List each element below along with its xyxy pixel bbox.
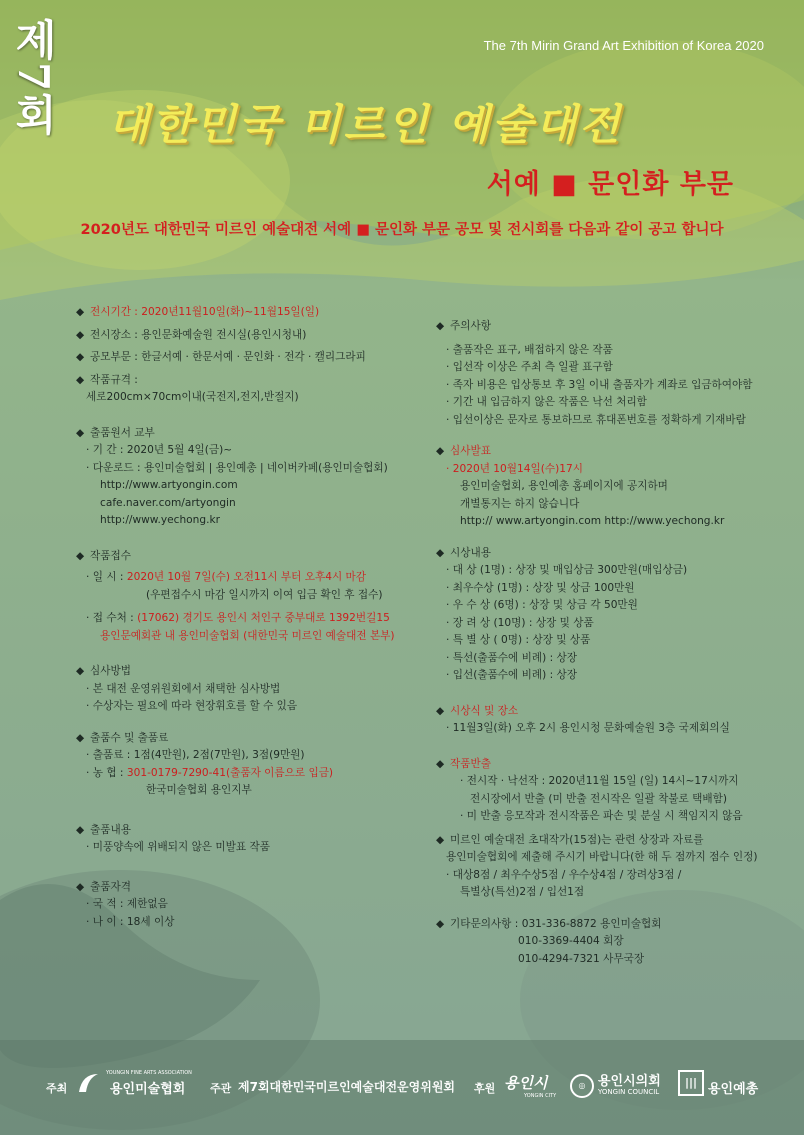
invite-2: 용인미술협회에 제출해 주시기 바랍니다(한 해 두 점까지 점수 인정) <box>446 851 758 863</box>
footer <box>0 1058 804 1118</box>
categories: ◆ 공모부문 : 한글서예 · 한문서예 · 문인화 · 전각 · 캘리그라피 <box>76 349 426 367</box>
exhibit-period: ◆ 전시기간 : 2020년11월10일(화)~11월15일(일) <box>76 304 426 322</box>
host-logo <box>76 1070 102 1100</box>
spec-body: 세로200cm×70cm이내(국전지,전지,반절지) <box>86 391 299 403</box>
diamond-icon: ◆ <box>76 880 85 893</box>
spec-heading: ◆ 작품규격 : <box>76 372 426 390</box>
return-heading: ◆ 작품반출 <box>436 756 786 774</box>
form-url-2[interactable]: cafe.naver.com/artyongin <box>100 496 236 509</box>
sponsor-yechong: 용인예총 <box>708 1082 759 1097</box>
sponsor-council: 용인시의회 <box>598 1074 661 1089</box>
diamond-icon: ◆ <box>436 833 445 846</box>
diamond-icon: ◆ <box>436 546 445 559</box>
result-1: · 2020년 10월14일(수)17시 <box>446 462 583 475</box>
submit-place-2: 용인문예회관 내 용인미술협회 (대한민국 미르인 예술대전 본부) <box>100 629 395 642</box>
organizer-name: 제7회대한민국미르인예술대전운영위원회 <box>238 1080 456 1094</box>
notice-4: · 기간 내 입금하지 않은 작품은 낙선 처리함 <box>446 396 647 408</box>
judge-heading: ◆ 심사방법 <box>76 663 426 681</box>
invite-1: ◆ 미르인 예술대전 초대작가(15점)는 관련 상장과 자료를 <box>436 832 786 850</box>
submit-heading: ◆ 작품접수 <box>76 548 426 566</box>
form-url-3[interactable]: http://www.yechong.kr <box>100 514 220 526</box>
award-4: · 장 려 상 (10명) : 상장 및 상품 <box>446 616 594 629</box>
qualification-1: · 국 적 : 제한없음 <box>86 898 168 910</box>
fee-2: · 농 협 : 301-0179-7290-41(출품자 이름으로 입금) <box>86 766 334 779</box>
edition-label: 제7회 <box>9 18 58 138</box>
diamond-icon: ◆ <box>76 426 85 439</box>
diamond-icon: ◆ <box>436 757 445 770</box>
award-heading: ◆ 시상내용 <box>436 545 786 563</box>
invite-4: 특별상(특선)2점 / 입선1점 <box>460 886 585 898</box>
sponsor-yongin-city: 용인시 <box>504 1074 548 1092</box>
return-3: · 미 반출 응모작과 전시작품은 파손 및 분실 시 책임지지 않음 <box>460 810 743 822</box>
form-heading: ◆ 출품원서 교부 <box>76 425 426 443</box>
diamond-icon: ◆ <box>76 823 85 836</box>
sponsor-yongin-city-sub: YONGIN CITY <box>524 1093 557 1099</box>
fee-3: 한국미술협회 용인지부 <box>146 784 252 796</box>
diamond-icon: ◆ <box>76 351 85 363</box>
return-2: 전시장에서 반출 (미 반출 전시작은 일괄 착불로 택배함) <box>470 792 727 805</box>
brush-logo-icon <box>76 1070 102 1096</box>
section-title: 서예 ■ 문인화 부문 <box>486 169 734 200</box>
organizer-label: 주관 <box>210 1082 232 1095</box>
diamond-icon: ◆ <box>76 306 85 318</box>
result-4[interactable]: http:// www.artyongin.com http://www.yechong.kr <box>460 515 725 527</box>
result-2: 용인미술협회, 용인예총 홈페이지에 공지하며 <box>460 480 668 492</box>
qualification-2: · 나 이 : 18세 이상 <box>86 915 175 928</box>
contact-2: 010-3369-4404 회장 <box>518 935 624 947</box>
notice-2: · 입선작 이상은 주최 측 일괄 표구함 <box>446 361 613 373</box>
fee-1: · 출품료 : 1점(4만원), 2점(7만원), 3점(9만원) <box>86 749 305 761</box>
return-1: · 전시작 · 낙선작 : 2020년11월 15일 (일) 14시~17시까지 <box>460 775 739 787</box>
submit-date: · 일 시 : 2020년 10월 7일(수) 오전11시 부터 오후4시 마감 <box>86 571 367 583</box>
diamond-icon: ◆ <box>436 320 445 332</box>
award-3: · 우 수 상 (6명) : 상장 및 상금 각 50만원 <box>446 599 638 611</box>
notice-heading: ◆ 주의사항 <box>436 318 786 336</box>
diamond-icon: ◆ <box>76 328 85 341</box>
ceremony-heading: ◆ 시상식 및 장소 <box>436 703 786 721</box>
notice-1: · 출품작은 표구, 배접하지 않은 작품 <box>446 343 613 356</box>
host-sub: YOUNGIN FINE ARTS ASSOCIATION <box>106 1070 192 1076</box>
result-3: 개별통지는 하지 않습니다 <box>460 497 580 510</box>
host-name: 용인미술협회 <box>110 1082 186 1097</box>
left-column <box>76 304 426 931</box>
submit-date-note: (우편접수시 마감 일시까지 이여 입금 확인 후 접수) <box>146 588 383 601</box>
diamond-icon: ◆ <box>76 373 85 386</box>
main-title: 대한민국 미르인 예술대전 <box>108 100 623 149</box>
host-label: 주최 <box>46 1082 68 1095</box>
diamond-icon: ◆ <box>436 917 445 930</box>
award-7: · 입선(출품수에 비례) : 상장 <box>446 669 578 681</box>
judge-2: · 수상자는 필요에 따라 현장휘호를 할 수 있음 <box>86 700 298 712</box>
qualification-heading: ◆ 출품자격 <box>76 879 426 897</box>
form-url-1[interactable]: http://www.artyongin.com <box>100 479 238 491</box>
diamond-icon: ◆ <box>436 445 445 457</box>
right-column <box>436 318 786 968</box>
notice-3: · 족자 비용은 입상통보 후 3일 이내 출품자가 계좌로 입금하여야함 <box>446 378 753 391</box>
diamond-icon: ◆ <box>436 704 445 717</box>
content-1: · 미풍양속에 위배되지 않은 미발표 작품 <box>86 841 270 853</box>
exhibit-place: ◆ 전시장소 : 용인문화예술원 전시실(용인시청내) <box>76 327 426 345</box>
form-download: · 다운로드 : 용인미술협회 | 용인예총 | 네이버카페(용인미술협회) <box>86 461 388 474</box>
notice-5: · 입선이상은 문자로 통보하므로 휴대폰번호를 정확하게 기재바람 <box>446 413 746 426</box>
invite-3: · 대상8점 / 최우수상5점 / 우수상4점 / 장려상3점 / <box>446 868 682 881</box>
council-emblem-icon: ◎ <box>570 1074 598 1098</box>
diamond-icon: ◆ <box>76 731 85 744</box>
judge-1: · 본 대전 운영위원회에서 채택한 심사방법 <box>86 682 281 695</box>
form-period: · 기 간 : 2020년 5월 4일(금)~ <box>86 444 233 456</box>
award-1: · 대 상 (1명) : 상장 및 매입상금 300만원(매입상금) <box>446 564 688 576</box>
contact-3: 010-4294-7321 사무국장 <box>518 952 645 965</box>
ceremony-1: · 11월3일(화) 오후 2시 용인시청 문화예술원 3층 국제회의실 <box>446 722 730 734</box>
sponsor-label: 후원 <box>474 1082 496 1095</box>
yechong-logo-icon: ||| <box>678 1070 704 1096</box>
award-2: · 최우수상 (1명) : 상장 및 상금 100만원 <box>446 581 635 594</box>
sponsor-council-sub: YONGIN COUNCIL <box>598 1088 660 1096</box>
diamond-icon: ◆ <box>76 665 85 677</box>
english-title: The 7th Mirin Grand Art Exhibition of Korea 2020 <box>483 38 764 53</box>
submit-place: · 접 수처 : (17062) 경기도 용인시 처인구 중부대로 1392번길15 <box>86 612 390 624</box>
fee-heading: ◆ 출품수 및 출품료 <box>76 730 426 748</box>
content-heading: ◆ 출품내용 <box>76 822 426 840</box>
announcement: 2020년도 대한민국 미르인 예술대전 서예 ■ 문인화 부문 공모 및 전시회를 다음과 같이 공고 합니다 <box>80 222 724 238</box>
diamond-icon: ◆ <box>76 549 85 562</box>
award-5: · 특 별 상 ( 0명) : 상장 및 상품 <box>446 634 591 646</box>
contact-1: ◆ 기타문의사항 : 031-336-8872 용인미술협회 <box>436 916 786 934</box>
award-6: · 특선(출품수에 비례) : 상장 <box>446 651 578 664</box>
result-heading: ◆ 심사발표 <box>436 443 786 461</box>
